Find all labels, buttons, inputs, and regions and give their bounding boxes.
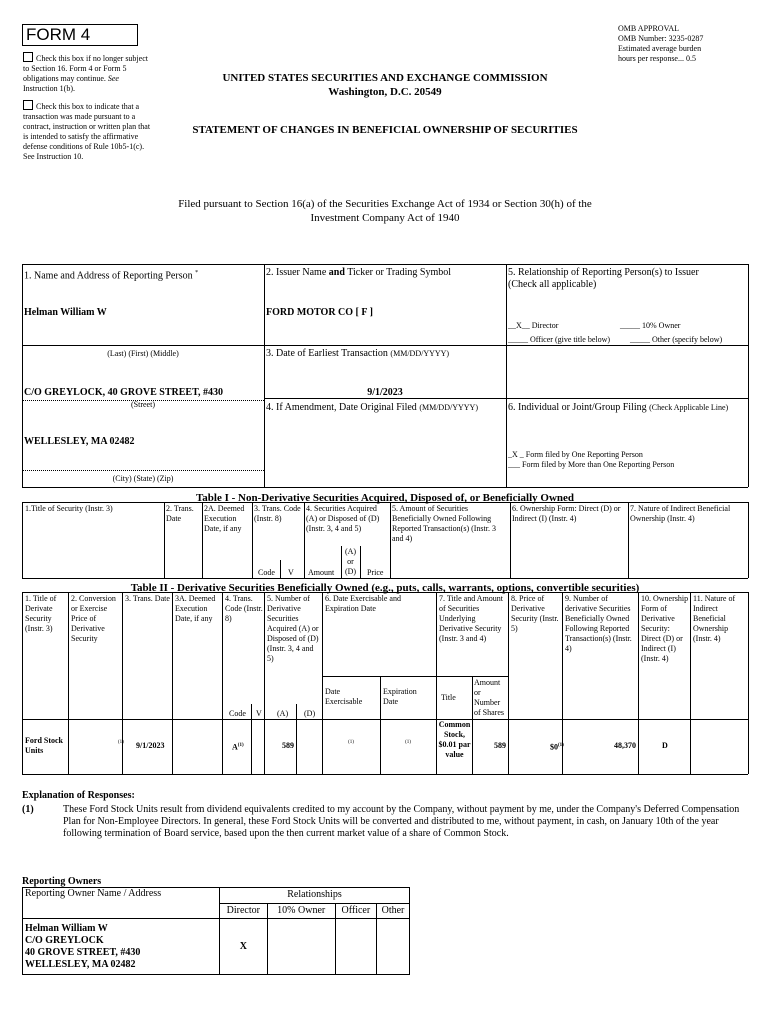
table2-sub-a: (A) <box>277 709 289 718</box>
grid-line <box>22 719 748 720</box>
owners-row-director: X <box>220 919 268 975</box>
grid-line <box>22 502 23 578</box>
street-caption: (Street) <box>131 400 155 409</box>
dotted-rule <box>22 470 264 471</box>
grid-line <box>322 592 323 774</box>
grid-line <box>68 592 69 774</box>
owners-row-ten-percent <box>267 919 335 975</box>
grid-line <box>22 774 748 775</box>
grid-line <box>252 502 253 578</box>
owners-col-relationships: Relationships <box>220 888 410 904</box>
no-longer-subject-checkbox[interactable] <box>23 52 33 62</box>
table2-row-exp-note: (1) <box>405 740 411 745</box>
table1-col-code: 3. Trans. Code (Instr. 8) <box>254 504 301 523</box>
table2-row-date: 9/1/2023 <box>136 741 165 750</box>
owners-col-other: Other <box>376 903 409 919</box>
table2-row-underlying: Common Stock, $0.01 par value <box>438 720 471 759</box>
grid-line <box>628 502 629 578</box>
ten-percent-owner-check[interactable]: _____ 10% Owner <box>620 321 681 330</box>
owners-table <box>22 887 410 975</box>
earliest-date-label: 3. Date of Earliest Transaction (MM/DD/YYYY) <box>266 348 450 359</box>
grid-line <box>508 592 509 774</box>
owners-col-director: Director <box>220 903 268 919</box>
grid-line <box>506 345 748 346</box>
table2-row-exer-note: (1) <box>348 740 354 745</box>
owners-row-name: Helman William W C/O GREYLOCK 40 GROVE STREET, #430 WELLESLEY, MA 02482 <box>23 919 220 975</box>
grid-line <box>164 502 165 578</box>
no-longer-subject-checkbox-text: Check this box if no longer subject to Section 16. Form 4 or Form 5 obligations may continue. See Instruction 1(b). <box>23 54 148 93</box>
grid-line <box>690 592 691 774</box>
table2-sub-v: V <box>256 709 262 718</box>
director-check[interactable]: __X__ Director <box>508 321 559 330</box>
table2-col-nature: 11. Nature of Indirect Beneficial Ownership (Instr. 4) <box>693 594 736 643</box>
table2-sub-code: Code <box>229 709 246 718</box>
table1-col-acquired: 4. Securities Acquired (A) or Disposed of (D) (Instr. 3, 4 and 5) <box>306 504 380 533</box>
table1-sub-price: Price <box>367 568 384 577</box>
form-title: FORM 4 <box>26 25 91 44</box>
grid-line <box>472 676 473 774</box>
issuer-name: FORD MOTOR CO [ F ] <box>266 307 373 318</box>
table1-col-nature: 7. Nature of Indirect Beneficial Ownership (Instr. 4) <box>630 504 731 523</box>
filing-multiple-persons[interactable]: ___ Form filed by More than One Reporting Person <box>508 460 675 469</box>
table2-sub-exercisable: Date Exercisable <box>325 687 363 706</box>
table2-col-conversion: 2. Conversion or Exercise Price of Derivative Security <box>71 594 116 643</box>
rule-10b5-checkbox[interactable] <box>23 100 33 110</box>
table2-title: Table II - Derivative Securities Beneficially Owned (e.g., puts, calls, warrants, options, convertible securities) <box>130 582 640 594</box>
reporting-person-name: Helman William W <box>24 307 107 318</box>
table2-row-form: D <box>662 741 668 750</box>
table2-col-price: 8. Price of Derivative Security (Instr. 5) <box>511 594 559 633</box>
filed-pursuant-line1: Filed pursuant to Section 16(a) of the Securities Exchange Act of 1934 or Section 30(h) of the <box>178 198 592 210</box>
grid-line <box>172 592 173 774</box>
table2-row-acquired: 589 <box>282 741 294 750</box>
grid-line <box>22 264 748 265</box>
table2-sub-amount: Amount or Number of Shares <box>474 678 504 717</box>
table1-sub-v: V <box>288 568 294 577</box>
table2-row-price: $0$^{(1)}$ <box>550 742 564 752</box>
city-caption: (City) (State) (Zip) <box>112 474 174 483</box>
table1-col-title: 1.Title of Security (Instr. 3) <box>25 504 113 513</box>
table1-sub-a-or-d: (A) or (D) <box>344 547 357 576</box>
table2-sub-expiration: Expiration Date <box>383 687 417 706</box>
grid-line <box>22 264 23 487</box>
footnote-number: (1) <box>22 804 34 815</box>
table2-row-amount: 589 <box>494 741 506 750</box>
grid-line <box>506 264 507 487</box>
table1-sub-amount: Amount <box>308 568 335 577</box>
table2-row-title: Ford Stock Units <box>25 736 63 755</box>
grid-line <box>748 592 749 774</box>
grid-line <box>390 502 391 578</box>
officer-check[interactable]: _____ Officer (give title below) <box>508 335 611 344</box>
explanation-heading: Explanation of Responses: <box>22 790 135 801</box>
table1-col-amount-owned: 5. Amount of Securities Beneficially Owned Following Reported Transaction(s) (Instr. 3 and 4) <box>392 504 496 543</box>
name-parts-caption: (Last) (First) (Middle) <box>107 349 179 358</box>
table2-col-code: 4. Trans. Code (Instr. 8) <box>225 594 263 623</box>
grid-line <box>280 560 281 578</box>
reporting-person-label: 1. Name and Address of Reporting Person * <box>24 270 199 282</box>
table2-col-number: 5. Number of Derivative Securities Acquired (A) or Disposed of (D) (Instr. 3, 4 and 5) <box>267 594 319 663</box>
table2-row-code: $A^{(1)}$ <box>232 742 244 752</box>
table2-col-owned: 9. Number of derivative Securities Beneficially Owned Following Reported Transaction(s) (Instr. 4) <box>565 594 632 653</box>
grid-line <box>748 264 749 487</box>
table2-row-conv-note: (1) <box>118 740 124 745</box>
owners-row-officer <box>335 919 376 975</box>
owners-row-other <box>376 919 409 975</box>
owners-heading: Reporting Owners <box>22 876 102 887</box>
table2-col-title: 1. Title of Derivate Security (Instr. 3) <box>25 594 57 633</box>
grid-line <box>264 592 265 774</box>
reporting-person-city: WELLESLEY, MA 02482 <box>24 436 135 447</box>
grid-line <box>380 676 381 774</box>
grid-line <box>22 502 748 503</box>
table2-col-exercisable: 6. Date Exercisable and Expiration Date <box>325 594 401 613</box>
owners-col-name: Reporting Owner Name / Address <box>23 888 220 919</box>
earliest-date: 9/1/2023 <box>367 387 403 398</box>
grid-line <box>202 502 203 578</box>
table1-col-deemed: 2A. Deemed Execution Date, if any <box>204 504 245 533</box>
grid-line <box>322 676 508 677</box>
amendment-label: 4. If Amendment, Date Original Filed (MM/DD/YYYY) <box>266 402 478 413</box>
table2-sub-title: Title <box>441 693 456 702</box>
table2-col-deemed: 3A. Deemed Execution Date, if any <box>175 594 216 623</box>
rule-10b5-checkbox-text: Check this box to indicate that a transaction was made pursuant to a contract, instruction or written plan that is intended to satisfy the affirmative defense conditions of Rule 10b5-1(c). See Instruction 10. <box>23 102 151 161</box>
filing-one-person[interactable]: _X _ Form filed by One Reporting Person <box>508 450 643 459</box>
grid-line <box>22 487 748 488</box>
table2-sub-d: (D) <box>304 709 316 718</box>
agency-city: Washington, D.C. 20549 <box>328 86 442 98</box>
filing-label: 6. Individual or Joint/Group Filing (Check Applicable Line) <box>508 402 729 413</box>
grid-line <box>360 546 361 578</box>
agency-name: UNITED STATES SECURITIES AND EXCHANGE COMMISSION <box>222 72 548 84</box>
form-title-box <box>22 24 138 46</box>
table1-col-date: 2. Trans. Date <box>166 504 194 523</box>
other-check[interactable]: _____ Other (specify below) <box>630 335 723 344</box>
grid-line <box>296 704 297 774</box>
grid-line <box>304 502 305 578</box>
issuer-label: 2. Issuer Name and Ticker or Trading Symbol <box>266 267 452 278</box>
table2-col-underlying: 7. Title and Amount of Securities Underlying Derivative Security (Instr. 3 and 4) <box>439 594 504 643</box>
reporting-person-street: C/O GREYLOCK, 40 GROVE STREET, #430 <box>24 387 224 398</box>
grid-line <box>251 704 252 774</box>
grid-line <box>122 592 123 774</box>
omb-approval: OMB APPROVAL OMB Number: 3235-0287 Estimated average burden hours per response... 0.5 <box>618 24 704 63</box>
grid-line <box>506 398 748 399</box>
table1-title: Table I - Non-Derivative Securities Acquired, Disposed of, or Beneficially Owned <box>195 492 575 504</box>
table1-col-ownership-form: 6. Ownership Form: Direct (D) or Indirect (I) (Instr. 4) <box>512 504 621 523</box>
owners-col-officer: Officer <box>335 903 376 919</box>
grid-line <box>638 592 639 774</box>
statement-title: STATEMENT OF CHANGES IN BENEFICIAL OWNERSHIP OF SECURITIES <box>192 124 578 136</box>
footnote-text: These Ford Stock Units result from dividend equivalents credited to my account by the Company, without payment by me, under the Company's Deferred Compensation Plan for Non-Employee Directors. In general, these Ford Stock Units will be converted and distributed to me, without payment, in cash, on January 10th of the year following termination of Board service, based upon the then current market value of a share of Common Stock. <box>63 804 740 839</box>
table2-col-date: 3. Trans. Date <box>125 594 170 603</box>
table2-row-owned: 48,370 <box>614 741 636 750</box>
grid-line <box>748 502 749 578</box>
owners-col-ten-percent: 10% Owner <box>267 903 335 919</box>
grid-line <box>222 592 223 774</box>
grid-line <box>510 502 511 578</box>
relationship-label: 5. Relationship of Reporting Person(s) to Issuer (Check all applicable) <box>508 267 699 290</box>
filed-pursuant-line2: Investment Company Act of 1940 <box>310 212 460 224</box>
grid-line <box>22 592 748 593</box>
table1-sub-code: Code <box>258 568 275 577</box>
table2-col-form: 10. Ownership Form of Derivative Security: Direct (D) or Indirect (I) (Instr. 4) <box>641 594 689 663</box>
grid-line <box>22 592 23 774</box>
grid-line <box>22 578 748 579</box>
grid-line <box>264 264 265 487</box>
